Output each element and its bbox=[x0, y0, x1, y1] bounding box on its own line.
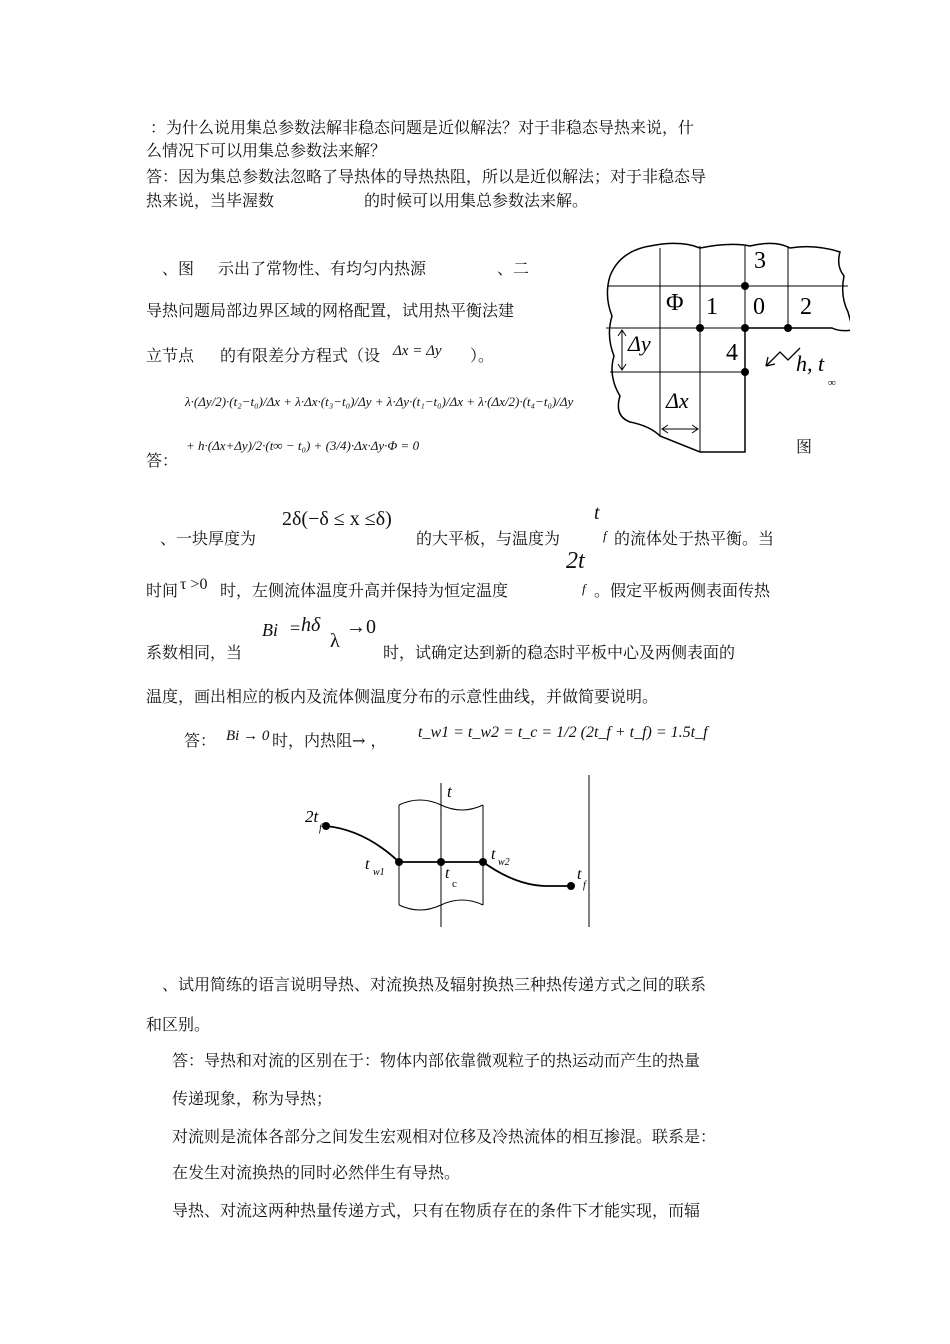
q3-bi: Bi bbox=[262, 620, 278, 640]
q2-condition: Δx = Δy bbox=[393, 343, 442, 359]
q3-thickness-math: 2δ(−δ ≤ x ≤δ) bbox=[282, 508, 392, 530]
label-tf: t bbox=[577, 866, 582, 883]
grid-figure bbox=[600, 236, 850, 456]
h-tinf-label: h, t bbox=[796, 351, 825, 376]
q4-answer-line2: 传递现象，称为导热； bbox=[172, 1089, 333, 1108]
node-2-dot bbox=[784, 324, 792, 332]
q2-line1c: 、二 bbox=[497, 259, 530, 278]
q2-figure-label: 图 bbox=[796, 437, 813, 456]
q3-p1c: 的流体处于热平衡。当 bbox=[614, 529, 775, 548]
q3-tau-math: τ >0 bbox=[180, 576, 208, 593]
t-axis-label: t bbox=[447, 782, 452, 801]
point-tf bbox=[567, 882, 575, 890]
label-tc: t bbox=[445, 865, 450, 882]
label-tc-sub: c bbox=[452, 878, 457, 890]
q4-answer-line4: 在发生对流换热的同时必然伴生有导热。 bbox=[172, 1163, 461, 1182]
label-2tf-sub: f bbox=[319, 823, 322, 834]
label-2tf: 2t bbox=[305, 807, 319, 826]
convection-arrow bbox=[766, 348, 800, 366]
q4-line1: 、试用简练的语言说明导热、对流换热及辐射换热三种热传递方式之间的联系 bbox=[162, 975, 707, 994]
q2-line1a: 、图 bbox=[162, 259, 195, 278]
q2-line3c: ）。 bbox=[470, 346, 495, 365]
q3-p4: 温度，画出相应的板内及流体侧温度分布的示意性曲线，并做简要说明。 bbox=[146, 687, 659, 706]
q1-answer-line2b: 的时候可以用集总参数法来解。 bbox=[364, 191, 589, 210]
q4-line2: 和区别。 bbox=[146, 1015, 211, 1034]
label-tf-sub: f bbox=[583, 880, 586, 891]
dy-label: Δy bbox=[628, 331, 651, 356]
q3-answer-b: 时，内热阻→ ， bbox=[272, 731, 387, 750]
q1-answer-line2a: 热来说，当毕渥数 bbox=[146, 191, 275, 210]
q3-p2a: 时间 bbox=[146, 581, 179, 600]
label-tw1: t bbox=[365, 856, 370, 873]
q4-answer-line5: 导热、对流这两种热量传递方式，只有在物质存在的条件下才能实现，而辐 bbox=[172, 1201, 701, 1220]
q3-2tf-t: 2t bbox=[566, 548, 585, 574]
q3-bi-equals: = bbox=[290, 618, 301, 638]
q3-tf-t: t bbox=[594, 502, 600, 524]
temperature-curve bbox=[326, 826, 573, 886]
q4-answer-line3: 对流则是流体各部分之间发生宏观相对位移及冷热流体的相互掺混。联系是： bbox=[172, 1127, 717, 1146]
q3-p3a: 系数相同，当 bbox=[146, 643, 243, 662]
label-tw2-sub: w2 bbox=[498, 857, 510, 868]
boundary-top bbox=[610, 243, 850, 330]
q1-line2: 么情况下可以用集总参数法来解？ bbox=[146, 141, 387, 160]
node-3-dot bbox=[741, 282, 749, 290]
q1-line1: ：为什么说用集总参数法解非稳态问题是近似解法？对于非稳态导热来说，什 bbox=[150, 118, 695, 137]
q2-equation-line2: + h·(Δx+Δy)/2·(t∞ − t₀) + (3/4)·Δx·Δy·Φ = 0 bbox=[186, 438, 420, 453]
q3-answer-label: 答： bbox=[184, 731, 217, 750]
point-tc bbox=[437, 858, 445, 866]
q3-2tf-f: f bbox=[582, 581, 586, 596]
q3-tf-f: f bbox=[603, 528, 607, 543]
infinity-sub: ∞ bbox=[828, 377, 836, 389]
q1-answer-line1: 答：因为集总参数法忽略了导热体的导热热阻，所以是近似解法；对于非稳态导 bbox=[146, 167, 707, 186]
q3-p2c: 。假定平板两侧表面传热 bbox=[594, 581, 771, 600]
node-3-label: 3 bbox=[754, 248, 766, 274]
node-4-label: 4 bbox=[726, 340, 738, 366]
point-tw2 bbox=[479, 858, 487, 866]
label-tw1-sub: w1 bbox=[373, 867, 385, 878]
q3-to-zero: →0 bbox=[346, 616, 376, 638]
dx-label: Δx bbox=[666, 388, 689, 413]
temperature-graph bbox=[295, 775, 605, 930]
q2-line3b: 的有限差分方程式（设 bbox=[220, 346, 381, 365]
q3-answer-equation: t_w1 = t_w2 = t_c = 1/2 (2t_f + t_f) = 1.5t_f bbox=[418, 724, 708, 741]
q4-answer-line1: 答：导热和对流的区别在于：物体内部依靠微观粒子的热运动而产生的热量 bbox=[172, 1051, 701, 1070]
q3-lambda: λ bbox=[330, 630, 340, 652]
q3-h-delta: hδ bbox=[301, 614, 321, 636]
phi-label: Φ bbox=[666, 290, 684, 316]
q3-p2b: 时，左侧流体温度升高并保持为恒定温度 bbox=[220, 581, 509, 600]
q2-line3a: 立节点 bbox=[146, 346, 195, 365]
node-0-dot bbox=[741, 324, 749, 332]
q3-p1b: 的大平板，与温度为 bbox=[416, 529, 561, 548]
q3-p3b: 时，试确定达到新的稳态时平板中心及两侧表面的 bbox=[383, 643, 736, 662]
node-0-label: 0 bbox=[753, 294, 765, 320]
point-tw1 bbox=[395, 858, 403, 866]
q2-line2: 导热问题局部边界区域的网格配置，试用热平衡法建 bbox=[146, 301, 515, 320]
q2-line1b: 示出了常物性、有均匀内热源 bbox=[218, 259, 427, 278]
q2-equation-line1: λ·(Δy/2)·(t₂−t₀)/Δx + λ·Δx·(t₃−t₀)/Δy + λ·Δy·(t₁−t₀)/Δx + λ·(Δx/2)·(t₄−t₀)/Δy bbox=[185, 394, 574, 409]
q3-answer-bi: Bi → 0 bbox=[226, 728, 270, 744]
node-1-label: 1 bbox=[706, 294, 718, 320]
node-4-dot bbox=[741, 368, 749, 376]
node-1-dot bbox=[696, 324, 704, 332]
point-2tf bbox=[322, 822, 330, 830]
node-2-label: 2 bbox=[800, 294, 812, 320]
q3-p1a: 、一块厚度为 bbox=[160, 529, 257, 548]
q2-answer-label: 答： bbox=[146, 451, 179, 470]
label-tw2: t bbox=[491, 846, 496, 863]
